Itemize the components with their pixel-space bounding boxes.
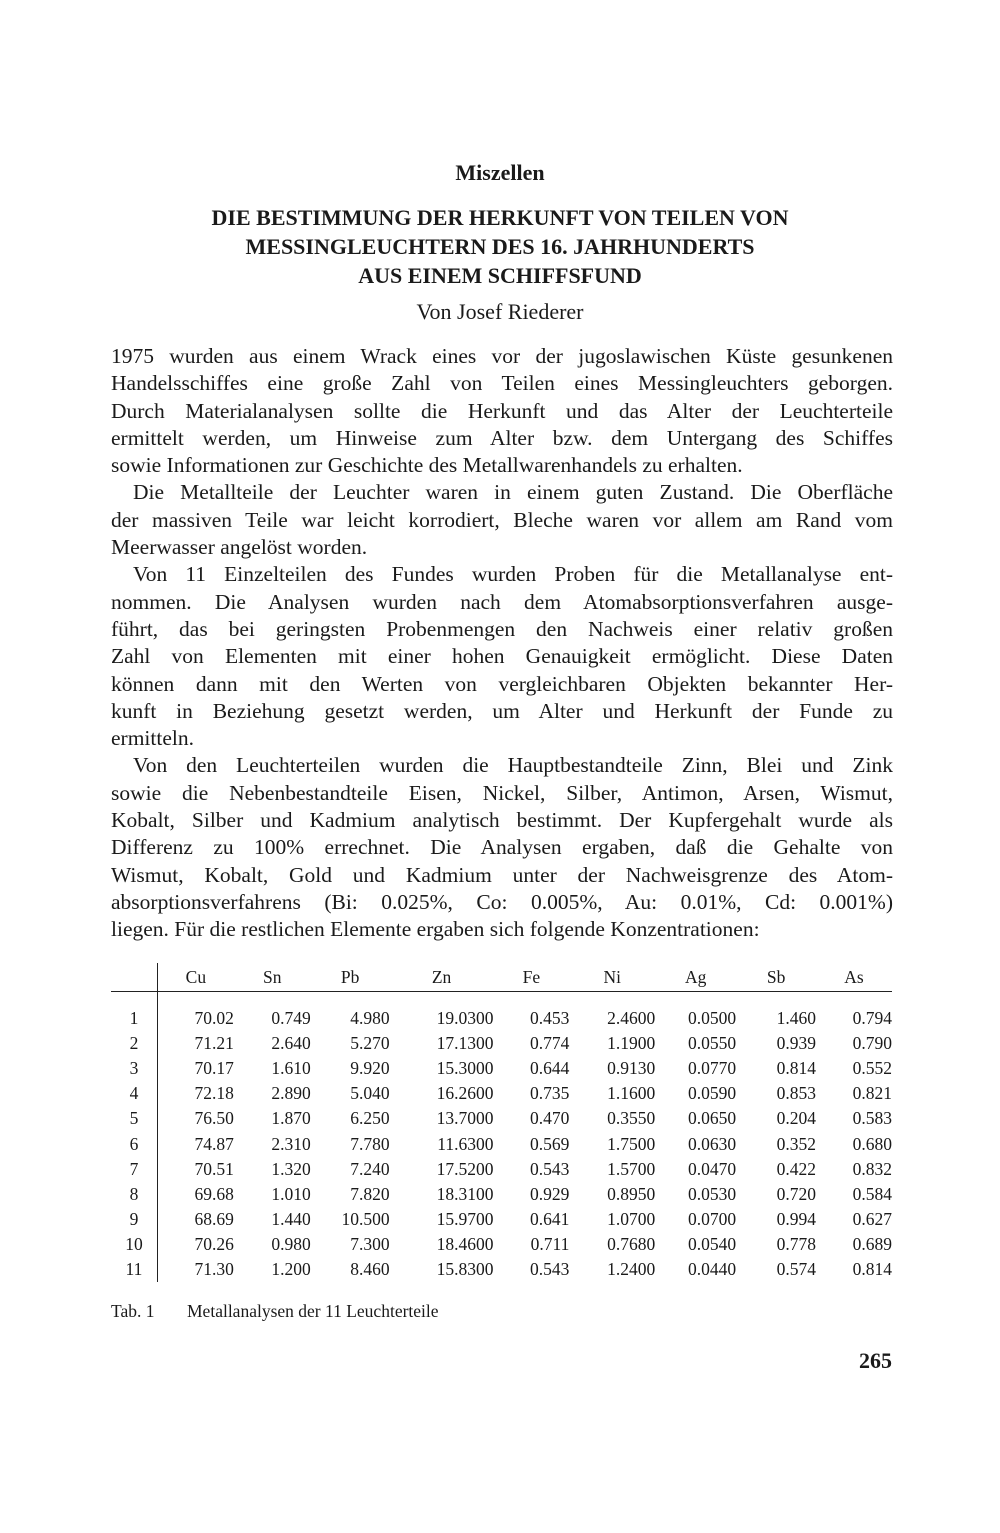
- table-cell-cu: 70.51: [194, 1158, 234, 1179]
- table-cell-ni: 1.5700: [607, 1158, 656, 1179]
- column-header-sn: Sn: [234, 963, 311, 992]
- row-number-header: [111, 963, 157, 992]
- paragraph-line: kunft in Beziehung gesetzt werden, um Alter und Herkunft der Funde zu: [111, 698, 893, 723]
- table-cell-sn: 0.980: [271, 1233, 311, 1254]
- table-cell-sn: 1.610: [271, 1058, 311, 1079]
- table-row: [111, 1157, 892, 1182]
- table-cell-cu: 69.68: [194, 1183, 234, 1204]
- table-cell-cu: 70.26: [194, 1233, 234, 1254]
- table-row: [111, 1081, 892, 1106]
- row-number: 4: [111, 1081, 157, 1106]
- paragraph-line: liegen. Für die restlichen Elemente ergaben sich folgende Konzentrationen:: [111, 917, 760, 942]
- table-cell-fe: 0.735: [529, 1083, 570, 1104]
- table-cell-zn: 13.7000: [436, 1108, 494, 1129]
- table-cell-sn: 0.749: [271, 1008, 311, 1029]
- table-cell-ag: 0.0500: [688, 1008, 737, 1029]
- table-cell-cu: 74.87: [194, 1133, 234, 1154]
- table-cell-ni: 0.9130: [607, 1058, 656, 1079]
- table-cell-fe: 0.929: [529, 1183, 570, 1204]
- table-cell-pb: 7.300: [350, 1233, 390, 1254]
- table-cell-as: 0.794: [852, 1008, 892, 1029]
- paragraph: [111, 343, 893, 479]
- table-cell-fe: 0.470: [529, 1108, 570, 1129]
- table-cell-as: 0.832: [852, 1158, 892, 1179]
- analysis-table: [111, 963, 892, 1282]
- row-number: 6: [111, 1131, 157, 1156]
- table-cell-as: 0.552: [852, 1058, 892, 1079]
- table-cell-fe: 0.774: [529, 1033, 570, 1054]
- article-title: [0, 203, 1000, 290]
- table-cell-pb: 6.250: [350, 1108, 390, 1129]
- table-cell-ag: 0.0440: [688, 1258, 737, 1279]
- table-cell-ni: 1.2400: [607, 1258, 656, 1279]
- table-cell-pb: 4.980: [350, 1008, 390, 1029]
- table-cell-as: 0.814: [852, 1258, 892, 1279]
- table-cell-cu: 70.02: [194, 1008, 234, 1029]
- title-line: DIE BESTIMMUNG DER HERKUNFT VON TEILEN VON: [211, 205, 789, 230]
- table-cell-ni: 0.3550: [607, 1108, 656, 1129]
- table-cell-sb: 0.574: [776, 1258, 817, 1279]
- table-cell-ni: 1.7500: [607, 1133, 656, 1154]
- column-header-as: As: [816, 963, 892, 992]
- column-header-zn: Zn: [390, 963, 494, 992]
- table-cell-ni: 1.1900: [607, 1033, 656, 1054]
- table-cell-sn: 1.010: [271, 1183, 311, 1204]
- table-cell-zn: 18.4600: [436, 1233, 494, 1254]
- table-cell-ag: 0.0700: [688, 1208, 737, 1229]
- page-number: 265: [859, 1348, 892, 1373]
- table-cell-zn: 15.9700: [436, 1208, 494, 1229]
- table-body: [111, 992, 892, 1283]
- table-cell-fe: 0.644: [529, 1058, 570, 1079]
- paragraph-line: sowie Informationen zur Geschichte des Metallwarenhandels zu erhalten.: [111, 453, 743, 478]
- column-header-ni: Ni: [569, 963, 655, 992]
- row-number: 9: [111, 1207, 157, 1232]
- paragraph-line: Wismut, Kobalt, Gold und Kadmium unter der Nachweisgrenze des Atom-: [111, 862, 893, 887]
- table-cell-pb: 8.460: [350, 1258, 390, 1279]
- table-cell-sb: 0.352: [776, 1133, 817, 1154]
- table-cell-cu: 68.69: [194, 1208, 234, 1229]
- paragraph-line: Die Metallteile der Leuchter waren in einem guten Zustand. Die Oberfläche: [133, 480, 893, 505]
- table-cell-as: 0.689: [852, 1233, 892, 1254]
- column-header-sb: Sb: [736, 963, 816, 992]
- article-body: [111, 343, 893, 944]
- row-number: 3: [111, 1056, 157, 1081]
- table-cell-zn: 18.3100: [436, 1183, 494, 1204]
- table-cell-fe: 0.543: [529, 1158, 570, 1179]
- table-cell-cu: 70.17: [194, 1058, 234, 1079]
- table-cell-sb: 0.778: [776, 1233, 817, 1254]
- table-cell-as: 0.790: [852, 1033, 892, 1054]
- table-cell-sn: 2.640: [271, 1033, 311, 1054]
- paragraph-line: Durch Materialanalysen sollte die Herkunft und das Alter der Leuchterteile: [111, 398, 893, 423]
- table-cell-ni: 1.0700: [607, 1208, 656, 1229]
- table-cell-sb: 0.422: [776, 1158, 817, 1179]
- table-cell-fe: 0.569: [529, 1133, 570, 1154]
- paragraph-line: nommen. Die Analysen wurden nach dem Atomabsorptionsverfahren ausge-: [111, 589, 893, 614]
- table-cell-sb: 0.939: [776, 1033, 817, 1054]
- table-cell-ni: 2.4600: [607, 1008, 656, 1029]
- table-cell-sn: 2.310: [271, 1133, 311, 1154]
- column-header-pb: Pb: [311, 963, 390, 992]
- table-cell-zn: 15.3000: [436, 1058, 494, 1079]
- table-cell-cu: 71.30: [194, 1258, 234, 1279]
- title-line: AUS EINEM SCHIFFSFUND: [358, 263, 642, 288]
- table-header-row: [111, 963, 892, 992]
- table-cell-ag: 0.0630: [688, 1133, 737, 1154]
- table-cell-ni: 0.7680: [607, 1233, 656, 1254]
- table-cell-pb: 7.780: [350, 1133, 390, 1154]
- table-cell-as: 0.583: [852, 1108, 892, 1129]
- table-cell-fe: 0.453: [529, 1008, 570, 1029]
- paragraph-line: Kobalt, Silber und Kadmium analytisch bestimmt. Der Kupfergehalt wurde als: [111, 808, 893, 833]
- table-cell-pb: 7.240: [350, 1158, 390, 1179]
- table-cell-sb: 1.460: [776, 1008, 817, 1029]
- row-number: 7: [111, 1157, 157, 1182]
- paragraph-line: können dann mit den Werten von vergleichbaren Objekten bekannter Her-: [111, 671, 893, 696]
- paragraph: [111, 479, 893, 561]
- row-number: 8: [111, 1182, 157, 1207]
- paragraph-line: Handelsschiffes eine große Zahl von Teilen eines Messingleuchters geborgen.: [111, 371, 893, 396]
- column-header-fe: Fe: [493, 963, 569, 992]
- table-row: [111, 992, 892, 1032]
- table-cell-ag: 0.0770: [688, 1058, 737, 1079]
- paragraph: [111, 561, 893, 752]
- row-number: 2: [111, 1031, 157, 1056]
- table-cell-ag: 0.0530: [688, 1183, 737, 1204]
- row-number: 5: [111, 1106, 157, 1131]
- table-cell-pb: 10.500: [341, 1208, 390, 1229]
- paragraph-line: 1975 wurden aus einem Wrack eines vor der jugoslawischen Küste gesunkenen: [111, 344, 893, 368]
- table-cell-zn: 17.1300: [436, 1033, 494, 1054]
- table-cell-zn: 17.5200: [436, 1158, 494, 1179]
- table-row: [111, 1056, 892, 1081]
- paragraph-line: Meerwasser angelöst worden.: [111, 535, 368, 560]
- paragraph-container: [111, 343, 893, 944]
- table-cell-cu: 72.18: [194, 1083, 234, 1104]
- paragraph-line: Differenz zu 100% errechnet. Die Analysen ergaben, daß die Gehalte von: [111, 835, 893, 860]
- paragraph-line: ermittelt werden, um Hinweise zum Alter bzw. dem Untergang des Schiffes: [111, 425, 893, 450]
- column-header-cu: Cu: [157, 963, 233, 992]
- row-number: 11: [111, 1257, 157, 1282]
- table-cell-cu: 76.50: [194, 1108, 234, 1129]
- table-cell-as: 0.821: [852, 1083, 892, 1104]
- caption-label: Tab. 1: [111, 1301, 155, 1321]
- section-label: Miszellen: [455, 160, 545, 185]
- table-cell-pb: 7.820: [350, 1183, 390, 1204]
- title-line: MESSINGLEUCHTERN DES 16. JAHRHUNDERTS: [245, 234, 755, 259]
- table-row: [111, 1207, 892, 1232]
- paragraph: [111, 752, 893, 943]
- table-cell-sb: 0.720: [776, 1183, 817, 1204]
- table-cell-zn: 15.8300: [436, 1258, 494, 1279]
- table-row: [111, 1182, 892, 1207]
- paragraph-line: sowie die Nebenbestandteile Eisen, Nickel, Silber, Antimon, Arsen, Wismut,: [111, 780, 893, 805]
- analysis-table-wrapper: [111, 963, 892, 1282]
- paragraph-line: Zahl von Elementen mit einer hohen Genauigkeit ermöglicht. Diese Daten: [111, 644, 893, 669]
- table-cell-zn: 11.6300: [437, 1133, 494, 1154]
- table-cell-sn: 2.890: [271, 1083, 311, 1104]
- paragraph-line: Von 11 Einzelteilen des Fundes wurden Proben für die Metallanalyse ent-: [133, 562, 893, 587]
- table-cell-ag: 0.0550: [688, 1033, 737, 1054]
- table-cell-pb: 9.920: [350, 1058, 390, 1079]
- table-cell-ag: 0.0650: [688, 1108, 737, 1129]
- table-cell-sn: 1.870: [271, 1108, 311, 1129]
- paragraph-line: ermitteln.: [111, 726, 194, 751]
- table-cell-sn: 1.200: [271, 1258, 311, 1279]
- table-cell-pb: 5.040: [350, 1083, 390, 1104]
- author-byline: Von Josef Riederer: [416, 299, 584, 324]
- table-cell-as: 0.584: [852, 1183, 892, 1204]
- paragraph-line: der massiven Teile war leicht korrodiert, Bleche waren vor allem am Rand vom: [111, 507, 893, 532]
- table-cell-sb: 0.994: [776, 1208, 817, 1229]
- table-caption: [111, 1301, 439, 1322]
- column-header-ag: Ag: [655, 963, 736, 992]
- table-row: [111, 1232, 892, 1257]
- table-row: [111, 1257, 892, 1282]
- caption-text: Metallanalysen der 11 Leuchterteile: [187, 1301, 439, 1321]
- table-cell-fe: 0.711: [530, 1233, 570, 1254]
- table-cell-sb: 0.204: [776, 1108, 817, 1129]
- table-cell-as: 0.627: [852, 1208, 892, 1229]
- table-cell-sn: 1.320: [271, 1158, 311, 1179]
- row-number: 10: [111, 1232, 157, 1257]
- table-cell-ag: 0.0470: [688, 1158, 737, 1179]
- table-cell-fe: 0.641: [529, 1208, 570, 1229]
- table-cell-sb: 0.853: [776, 1083, 817, 1104]
- table-cell-ag: 0.0540: [688, 1233, 737, 1254]
- table-cell-as: 0.680: [852, 1133, 892, 1154]
- table-cell-fe: 0.543: [529, 1258, 570, 1279]
- table-cell-sb: 0.814: [776, 1058, 817, 1079]
- table-cell-sn: 1.440: [271, 1208, 311, 1229]
- table-cell-ag: 0.0590: [688, 1083, 737, 1104]
- table-row: [111, 1031, 892, 1056]
- table-cell-ni: 0.8950: [607, 1183, 656, 1204]
- table-cell-pb: 5.270: [350, 1033, 390, 1054]
- table-cell-ni: 1.1600: [607, 1083, 656, 1104]
- row-number: 1: [111, 992, 157, 1032]
- table-cell-cu: 71.21: [194, 1033, 234, 1054]
- paragraph-line: absorptionsverfahrens (Bi: 0.025%, Co: 0.005%, Au: 0.01%, Cd: 0.001%): [111, 889, 893, 914]
- table-cell-zn: 16.2600: [436, 1083, 494, 1104]
- table-cell-zn: 19.0300: [436, 1008, 494, 1029]
- table-row: [111, 1131, 892, 1156]
- table-row: [111, 1106, 892, 1131]
- paragraph-line: Von den Leuchterteilen wurden die Hauptbestandteile Zinn, Blei und Zink: [133, 753, 893, 778]
- paragraph-line: führt, das bei geringsten Probenmengen den Nachweis einer relativ großen: [111, 616, 893, 641]
